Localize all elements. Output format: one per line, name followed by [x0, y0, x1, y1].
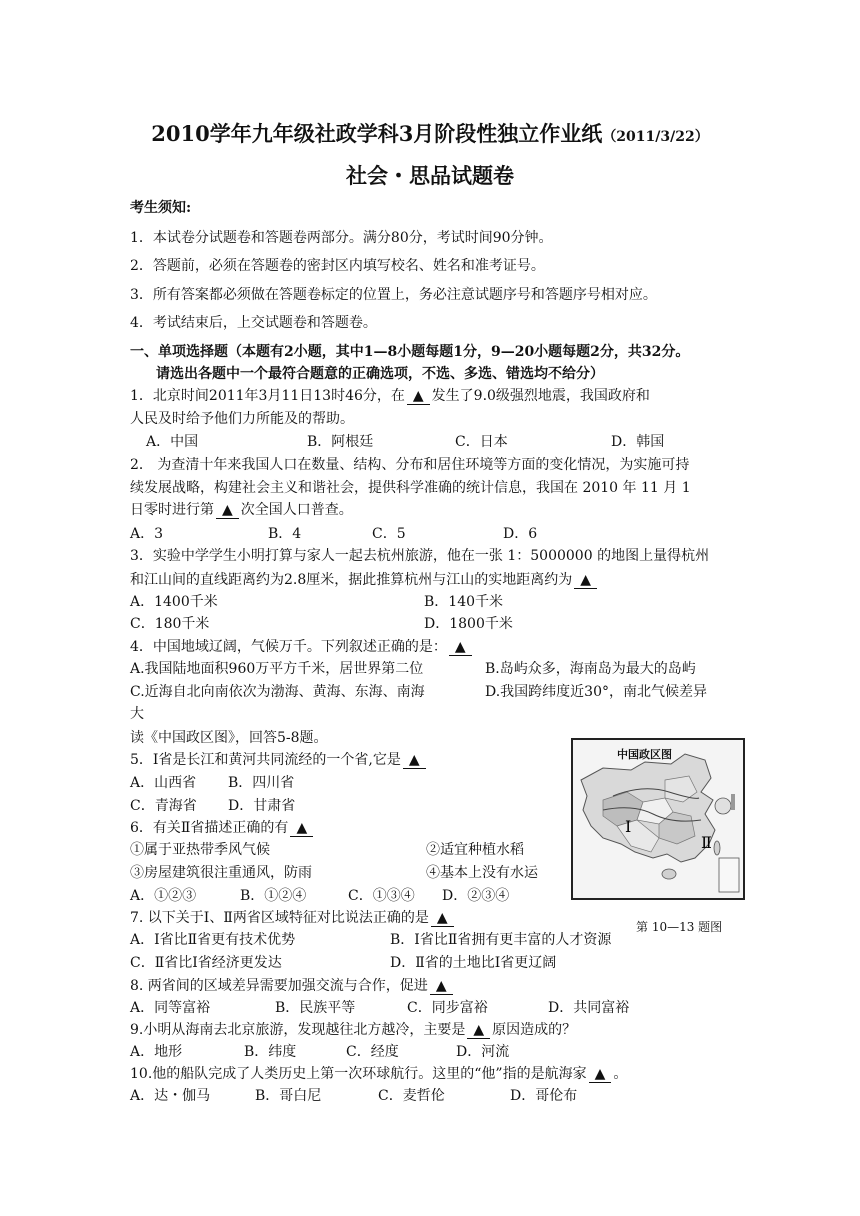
option-d[interactable]: D．1800千米 — [424, 616, 513, 632]
option-a[interactable]: A．达・伽马 — [130, 1088, 211, 1104]
option-a[interactable]: A．1400千米 — [130, 594, 218, 610]
option-d[interactable]: D．②③④ — [442, 888, 510, 904]
option-d[interactable]: D．共同富裕 — [548, 1000, 630, 1016]
option-c[interactable]: C．日本 — [455, 434, 508, 450]
option-a[interactable]: A．①②③ — [130, 888, 197, 904]
hainan-island — [662, 869, 676, 879]
china-map-figure — [571, 738, 745, 900]
option-d-continued: 大 — [130, 706, 144, 722]
option-b[interactable]: B．Ⅰ省比Ⅱ省拥有更丰富的人才资源 — [390, 932, 612, 948]
answer-blank[interactable]: ▲ — [403, 752, 426, 769]
option-c[interactable]: C．麦哲伦 — [378, 1088, 445, 1104]
notice-item: 1．本试卷分试题卷和答题卷两部分。满分80分，考试时间90分钟。 — [130, 230, 553, 246]
option-a[interactable]: A.我国陆地面积960万平方千米，居世界第二位 — [130, 661, 424, 677]
statement-4: ④基本上没有水运 — [426, 865, 538, 881]
option-c[interactable]: C．同步富裕 — [407, 1000, 488, 1016]
map-reading-instruction: 读《中国政区图》，回答5-8题。 — [130, 730, 328, 746]
option-b[interactable]: B．140千米 — [424, 594, 504, 610]
cartoon-figure — [715, 798, 731, 814]
option-b[interactable]: B．①②④ — [240, 888, 307, 904]
option-d[interactable]: D．哥伦布 — [510, 1088, 578, 1104]
question-3-line: 3．实验中学学生小明打算与家人一起去杭州旅游，他在一张 1：5000000 的地图上量得杭州 — [130, 548, 710, 564]
page-title-date: （2011/3/22） — [602, 129, 709, 145]
answer-blank[interactable]: ▲ — [589, 1066, 612, 1083]
notice-item: 3．所有答案都必须做在答题卷标定的位置上，务必注意试题序号和答题序号相对应。 — [130, 287, 657, 303]
page-title-main: 2010学年九年级社政学科3月阶段性独立作业纸 — [151, 121, 603, 146]
option-b[interactable]: B．四川省 — [228, 775, 295, 791]
statement-2: ②适宜种植水稻 — [426, 842, 524, 858]
question-9-line: 9.小明从海南去北京旅游，发现越往北方越冷，主要是 ▲ 原因造成的？ — [130, 1022, 577, 1038]
question-6-line: 6．有关Ⅱ省描述正确的有 ▲ — [130, 818, 315, 838]
notice-heading: 考生须知: — [130, 200, 192, 216]
answer-blank[interactable]: ▲ — [431, 910, 454, 927]
province-label-2: Ⅱ — [701, 833, 712, 852]
option-c[interactable]: C.近海自北向南依次为渤海、黄海、东海、南海 — [130, 684, 425, 700]
map-caption: 第 10—13 题图 — [636, 920, 723, 934]
option-c[interactable]: C．Ⅱ省比Ⅰ省经济更发达 — [130, 955, 282, 971]
option-d[interactable]: D.我国跨纬度近30°，南北气候差异 — [485, 684, 707, 700]
question-8-line: 8. 两省间的区域差异需要加强交流与合作，促进 ▲ — [130, 976, 455, 996]
answer-blank[interactable]: ▲ — [216, 502, 239, 519]
answer-blank[interactable]: ▲ — [407, 388, 430, 405]
section-heading: 一、单项选择题（本题有2小题，其中1—8小题每题1分，9—20小题每题2分，共32分。 — [130, 344, 690, 360]
notice-item: 4．考试结束后，上交试题卷和答题卷。 — [130, 315, 377, 331]
answer-blank[interactable]: ▲ — [430, 978, 453, 995]
question-5-line: 5．Ⅰ省是长江和黄河共同流经的一个省,它是 ▲ — [130, 750, 428, 770]
answer-blank[interactable]: ▲ — [449, 639, 472, 656]
option-d[interactable]: D．6 — [503, 526, 538, 542]
option-a[interactable]: A．同等富裕 — [130, 1000, 211, 1016]
question-3-line: 和江山间的直线距离约为2.8厘米，据此推算杭州与江山的实地距离约为 ▲ — [130, 570, 599, 590]
china-map-graphic — [573, 740, 743, 898]
option-c[interactable]: C．①③④ — [348, 888, 415, 904]
option-a[interactable]: A．Ⅰ省比Ⅱ省更有技术优势 — [130, 932, 296, 948]
option-c[interactable]: C．经度 — [346, 1044, 399, 1060]
notice-item: 2．答题前，必须在答题卷的密封区内填写校名、姓名和准考证号。 — [130, 258, 545, 274]
question-2-line: 2． 为查清十年来我国人口在数量、结构、分布和居住环境等方面的变化情况，为实施可持 — [130, 457, 690, 473]
south-sea-inset — [719, 858, 739, 892]
province-label-1: Ⅰ — [625, 817, 632, 836]
question-1-line: 人民及时给予他们力所能及的帮助。 — [130, 411, 354, 427]
answer-blank[interactable]: ▲ — [290, 820, 313, 837]
option-a[interactable]: A．地形 — [130, 1044, 183, 1060]
option-d[interactable]: D．河流 — [456, 1044, 510, 1060]
question-4-line: 4．中国地域辽阔，气候万千。下列叙述正确的是： ▲ — [130, 637, 474, 657]
question-2-line: 日零时进行第 ▲ 次全国人口普查。 — [130, 502, 353, 518]
question-2-line: 续发展战略，构建社会主义和谐社会，提供科学准确的统计信息，我国在 2010 年 11 月 1 — [130, 480, 691, 496]
question-1-line: 1．北京时间2011年3月11日13时46分，在 ▲ 发生了9.0级强烈地震，我国政府和 — [130, 388, 650, 404]
option-d[interactable]: D．韩国 — [611, 434, 665, 450]
taiwan-island — [714, 841, 720, 855]
option-c[interactable]: C．180千米 — [130, 616, 210, 632]
option-b[interactable]: B．纬度 — [244, 1044, 297, 1060]
option-c[interactable]: C．青海省 — [130, 798, 197, 814]
option-b[interactable]: B．民族平等 — [275, 1000, 356, 1016]
option-c[interactable]: C．5 — [372, 526, 406, 542]
statement-1: ①属于亚热带季风气候 — [130, 842, 270, 858]
option-a[interactable]: A．中国 — [146, 434, 199, 450]
answer-blank[interactable]: ▲ — [467, 1022, 490, 1039]
page-title — [0, 118, 860, 148]
option-b[interactable]: B．阿根廷 — [307, 434, 374, 450]
page-subtitle: 社会・思品试题卷 — [346, 163, 514, 188]
option-b[interactable]: B.岛屿众多，海南岛为最大的岛屿 — [485, 661, 696, 677]
section-instructions: 请选出各题中一个最符合题意的正确选项，不选、多选、错选均不给分） — [156, 366, 604, 382]
question-7-line: 7. 以下关于Ⅰ、Ⅱ两省区域特征对比说法正确的是 ▲ — [130, 908, 456, 928]
map-title: 中国政区图 — [617, 748, 672, 761]
option-b[interactable]: B．4 — [268, 526, 302, 542]
option-d[interactable]: D．甘肃省 — [228, 798, 296, 814]
option-a[interactable]: A．3 — [130, 526, 164, 542]
question-10-line: 10.他的船队完成了人类历史上第一次环球航行。这里的“他”指的是航海家 ▲ 。 — [130, 1066, 628, 1082]
cartoon-figure — [731, 794, 735, 810]
statement-3: ③房屋建筑很注重通风，防雨 — [130, 865, 312, 881]
answer-blank[interactable]: ▲ — [574, 572, 597, 589]
option-d[interactable]: D．Ⅱ省的土地比Ⅰ省更辽阔 — [390, 955, 557, 971]
option-a[interactable]: A．山西省 — [130, 775, 197, 791]
option-b[interactable]: B．哥白尼 — [255, 1088, 322, 1104]
